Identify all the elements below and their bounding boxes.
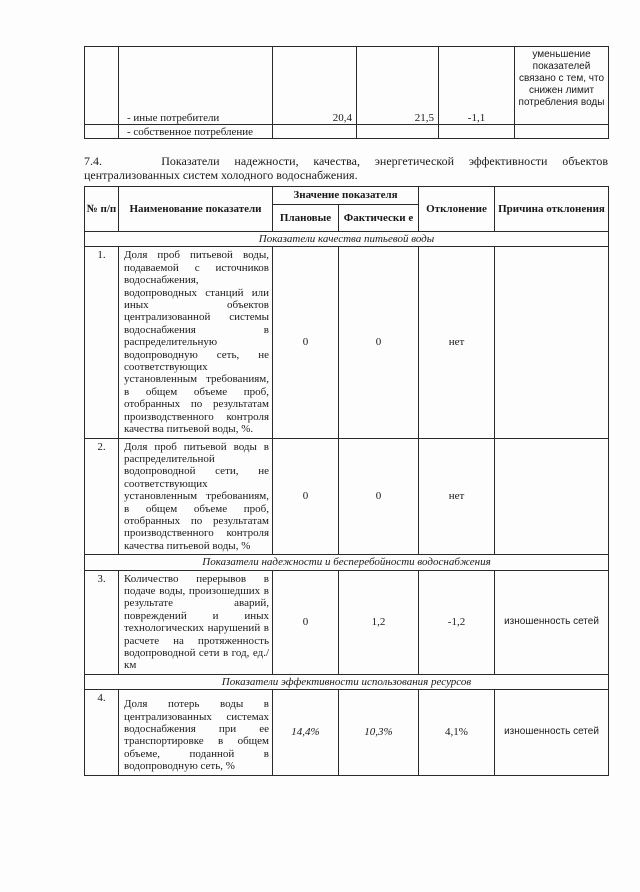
cell-num: 3. [85,570,119,674]
cell-num: 4. [85,690,119,775]
section-row [85,232,609,247]
heading-line-1 [84,154,608,168]
cell-deviation: нет [419,438,495,555]
heading-text-1: Показатели надежности, качества, энергетической эффективности объектов [161,154,608,168]
cell-reason: изношенность сетей [495,570,609,674]
cell-reason: уменьшение показателей связано с тем, что снижен лимит потребления воды [515,47,609,125]
cell-num: 1. [85,247,119,438]
cell-deviation: 4,1% [419,690,495,775]
header-value-group: Значение показателя [273,187,419,205]
cell-actual: 21,5 [357,47,439,125]
top-continuation-table [84,46,609,139]
cell-name: Доля проб питьевой воды, подаваемой с источников водоснабжения, водопроводных станций или иных объектов централизованной системы водоснабжения в распределительную водопроводную сеть, не соответствующих установленным требованиям, в общем объеме проб, отобранных по результатам производственного контроля качества питьевой воды, %. [119,247,273,438]
section-row [85,555,609,570]
table-row [85,570,609,674]
cell-reason [495,247,609,438]
cell-deviation [439,125,515,139]
cell-actual: 1,2 [339,570,419,674]
header-num: № п/п [85,187,119,232]
section-heading [84,154,608,182]
cell-reason [515,125,609,139]
table-row [85,125,609,139]
cell-name: Количество перерывов в подаче воды, произошедших в результате аварий, повреждений и иных технологических нарушений в расчете на протяженность водопроводной сети в год, ед./км [119,570,273,674]
cell-name: Доля проб питьевой воды в распределительной водопроводной сети, не соответствующих установленным требованиям, в общем объеме проб, отобранных по результатам производственного контроля качества питьевой воды, % [119,438,273,555]
header-deviation: Отклонение [419,187,495,232]
header-name: Наименование показатели [119,187,273,232]
table-row [85,690,609,775]
cell-num [85,47,119,125]
heading-number: 7.4. [84,154,102,168]
cell-name: Доля потерь воды в централизованных системах водоснабжения при ее транспортировке в общем объеме, поданной в водопроводную сеть, % [119,690,273,775]
table-row [85,47,609,125]
cell-reason [495,438,609,555]
section-title: Показатели эффективности использования ресурсов [85,674,609,689]
cell-deviation: нет [419,247,495,438]
cell-name: - иные потребители [119,47,273,125]
cell-planned: 0 [273,247,339,438]
cell-planned: 20,4 [273,47,357,125]
cell-deviation: -1,2 [419,570,495,674]
cell-actual [357,125,439,139]
header-planned: Плановые [273,205,339,232]
header-reason: Причина отклонения [495,187,609,232]
cell-planned [273,125,357,139]
cell-num: 2. [85,438,119,555]
cell-planned: 0 [273,438,339,555]
section-row [85,674,609,689]
cell-deviation: -1,1 [439,47,515,125]
cell-num [85,125,119,139]
cell-actual: 0 [339,247,419,438]
table-row [85,438,609,555]
header-actual: Фактически е [339,205,419,232]
cell-actual: 0 [339,438,419,555]
cell-planned: 0 [273,570,339,674]
heading-line-2: централизованных систем холодного водоснабжения. [84,168,358,182]
cell-reason: изношенность сетей [495,690,609,775]
cell-name: - собственное потребление [119,125,273,139]
indicators-table [84,186,609,776]
header-row [85,187,609,205]
section-title: Показатели качества питьевой воды [85,232,609,247]
table-row [85,247,609,438]
cell-planned: 14,4% [273,690,339,775]
cell-actual: 10,3% [339,690,419,775]
section-title: Показатели надежности и бесперебойности водоснабжения [85,555,609,570]
